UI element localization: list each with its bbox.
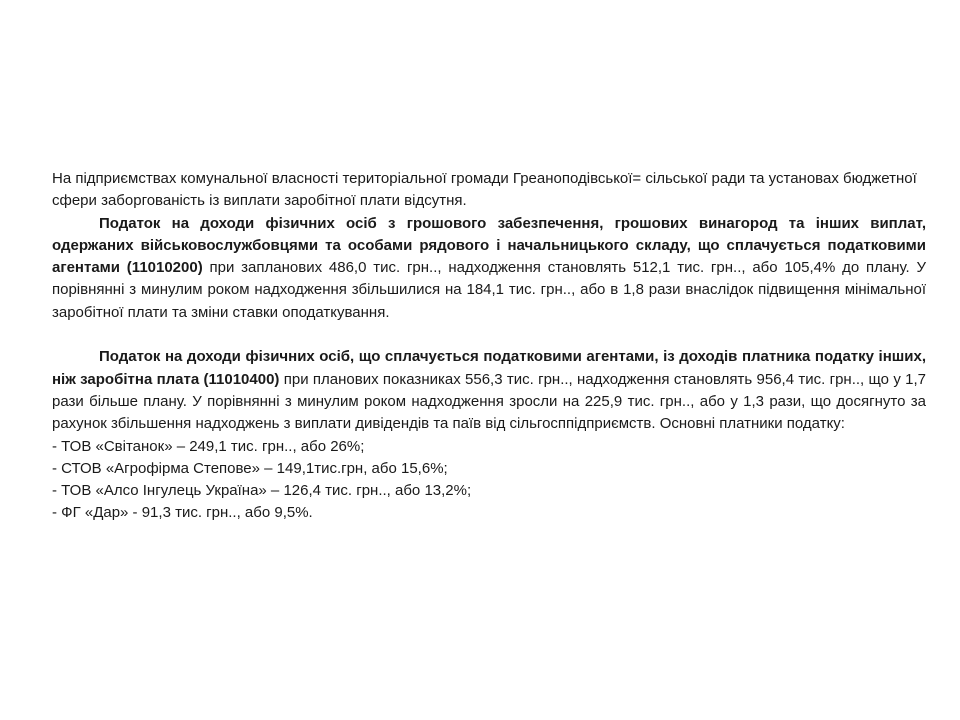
pdfo-other-income-heading: Податок на доходи фізичних осіб, що сплачується податковими агентами, із доходів платника податку інших, ніж заробітна плата (11010400) <box>52 348 926 388</box>
payer-item-also-ingulets: - ТОВ «Алсо Інгулець Україна» – 126,4 тис. грн.., або 13,2%; <box>52 482 472 500</box>
pdfo-other-income-text: при планових показниках 556,3 тис. грн.., надходження становлять 956,4 тис. грн.., що у 1,7 рази більше плану. У порівнянні з минулим роком надходження зросли на 225,9 тис. грн.., або у 1,3 рази, що досягнуто за рахунок збільшення надходжень з виплати дивідендів та паїв від сільгосппідприємств. Основні платники податку: <box>52 370 926 433</box>
paragraph-spacer <box>52 324 926 346</box>
intro-paragraph: На підприємствах комунальної власності територіальної громади Греаноподівської= сільської ради та установах бюджетної сфери заборгованість із виплати заробітної плати відсутня. <box>52 170 917 210</box>
pdfo-military-heading: Податок на доходи фізичних осіб з грошового забезпечення, грошових винагород та інших виплат, одержаних військовослужбовцями та особами рядового і начальницького складу, що сплачується податковими агентами (11010200) <box>52 214 926 277</box>
payer-item-stepove: - СТОВ «Агрофірма Степове» – 149,1тис.грн, або 15,6%; <box>52 459 448 477</box>
payer-item-svitanok: - ТОВ «Світанок» – 249,1 тис. грн.., або 26%; <box>52 437 365 455</box>
pdfo-military-text: при запланових 486,0 тис. грн.., надходження становлять 512,1 тис. грн.., або 105,4% до плану. У порівнянні з минулим роком надходження збільшилися на 184,1 тис. грн.., або в 1,8 рази внаслідок підвищення мінімальної заробітної плати та зміни ставки оподаткування. <box>52 259 926 321</box>
payer-item-dar: - ФГ «Дар» - 91,3 тис. грн.., або 9,5%. <box>52 504 313 522</box>
pdfo-military-paragraph <box>52 213 926 324</box>
pdfo-other-income-paragraph <box>52 346 926 435</box>
text-body <box>52 168 926 525</box>
